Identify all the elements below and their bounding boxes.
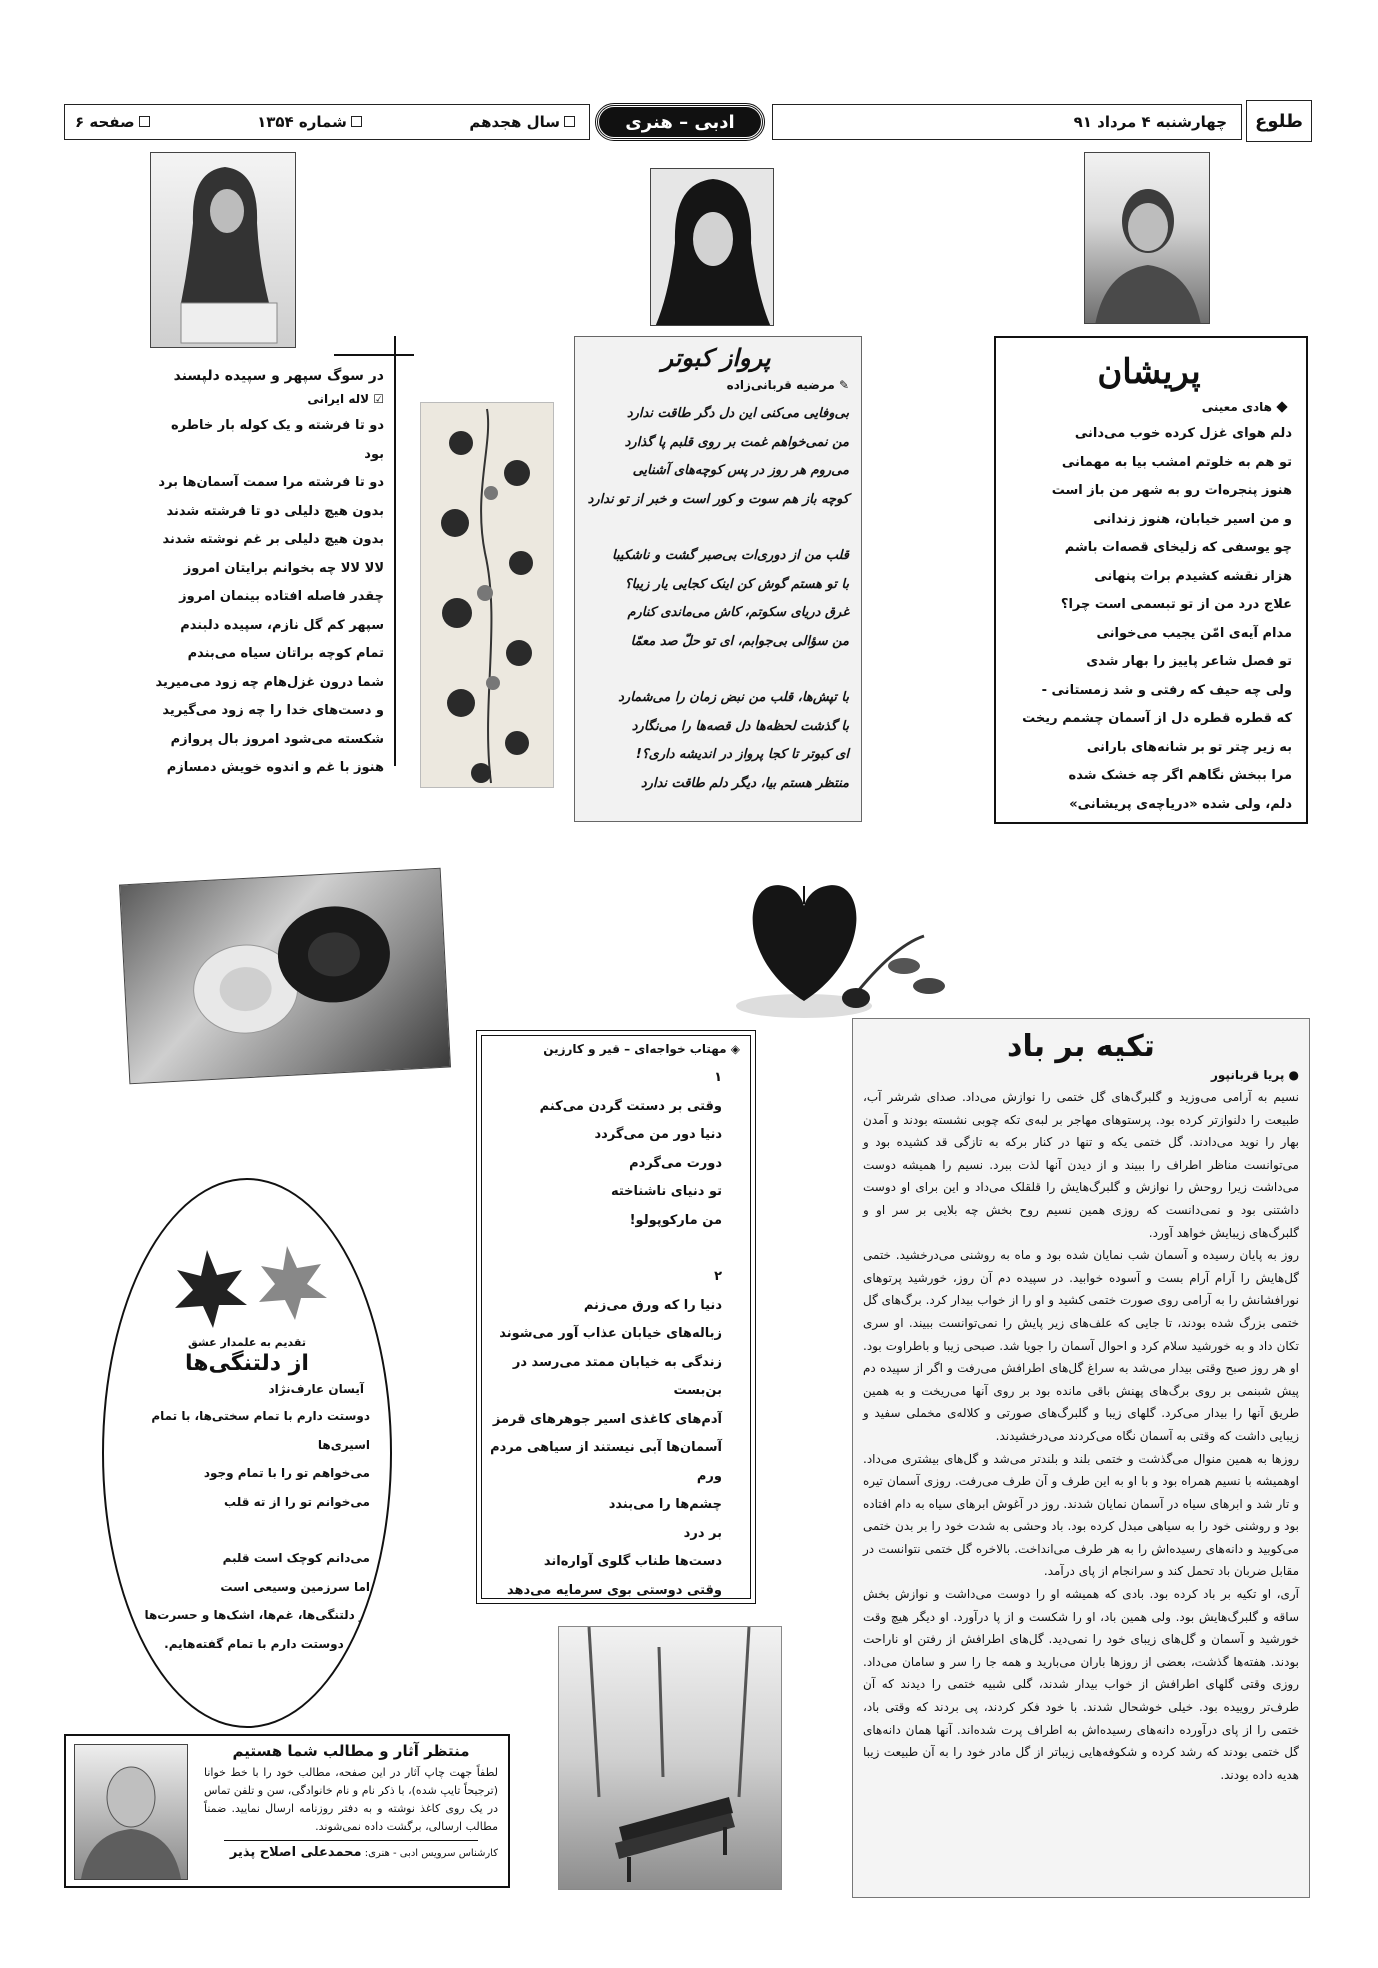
- poem-lines: [150, 412, 384, 783]
- poem-line: می‌دانم کوچک است قلبم: [222, 1551, 370, 1565]
- roses-photo: [119, 868, 451, 1085]
- poem-line: بر درد: [683, 1525, 722, 1541]
- poem-lines: [490, 1064, 740, 1605]
- poem-line: زندگی به خیابان ممتد می‌رسد در بن‌بست: [512, 1354, 722, 1398]
- poem-lines: [124, 1402, 370, 1658]
- poem-line: دو تا فرشته و یک کوله بار خاطره بود: [170, 418, 384, 462]
- pen-icon: ✎: [834, 378, 849, 392]
- author-photo-laleh: [150, 152, 296, 348]
- poem-author: هادی معینی: [1006, 400, 1292, 414]
- poem-author: ☑ لاله ایرانی: [307, 392, 384, 406]
- person-silhouette-icon: [75, 1745, 187, 1879]
- story-box-takyeh: [852, 1018, 1310, 1898]
- header-info-bar: [64, 104, 590, 140]
- poem-line: من مارکوپولو!: [629, 1212, 722, 1228]
- issue-label: شماره ۱۳۵۴: [257, 113, 366, 131]
- notice-title: منتظر آثار و مطالب شما هستیم: [232, 1742, 470, 1760]
- poem-line: مدام آیه‌ی امّن یجیب می‌خوانی: [1096, 625, 1292, 641]
- poem-line: که قطره قطره دل از آسمان چشمم ریخت: [1022, 711, 1292, 726]
- poem-line: دنیا را که ورق می‌زنم: [583, 1297, 722, 1313]
- poem-line: بدون هیچ دلیلی بر غم نوشته شدند: [162, 532, 384, 547]
- header-date-bar: [772, 104, 1242, 140]
- person-silhouette-icon: [151, 153, 296, 348]
- poem-line: دنیا دور من می‌گردد: [594, 1127, 722, 1142]
- poem-line: کوچه باز هم سوت و کور است و خبر از تو ندارد: [587, 491, 849, 507]
- story-paragraph: آری، او تکیه بر باد کرده بود. بادی که همیشه او را دوست می‌داشت و نوازش بخش ساقه و گلبرگ‌هایش بود. ولی همین باد، او را شکست و از پا درآورد. او دیگر هیچ وقت خورشید و آسمان و گل‌های زیبای خود را نمی‌دید. گل‌های اطرافش از رفتن او ناراحت بودند. هفته‌ها گذشت، بعضی از روزها باران می‌بارید و همه جا را سر و سامان می‌داد. روزی وقتی گلهای اطرافش از خواب بیدار شدند، گلی شبیه ختمی را دیدند که آن طرف‌تر روییده بود. خیلی خوشحال شدند. با خود فکر کردند، پی بردند که وقتی باد، ختمی را از پای درآورده دانه‌های رسیده‌اش به اطراف پرت شده‌اند. آنها همان دانه‌های گل ختمی بودند که رشد کرده و شکوفه‌هایی زیباتر از گل مادر خود را به آن طبیعت زیبا هدیه داده بودند.: [863, 1587, 1299, 1782]
- editor-photo: [74, 1744, 188, 1880]
- submission-notice: [64, 1734, 510, 1888]
- dedication: تقدیم به علمدار عشق: [188, 1336, 306, 1349]
- poem-line: دوستت دارم با تمام سختی‌ها، با تمام اسیری‌ها: [151, 1409, 370, 1452]
- divider-line: [224, 1840, 478, 1841]
- part-number: ۲: [714, 1269, 722, 1284]
- part-number: ۱: [714, 1070, 722, 1085]
- header-date: چهارشنبه ۴ مرداد ۹۱: [1073, 113, 1227, 131]
- poem-line: ولی چه حیف که رفتی و شد زمستانی -: [1041, 682, 1292, 698]
- candle-photo: [724, 826, 952, 1026]
- story-author: ● پریا قربانپور: [1211, 1068, 1299, 1082]
- poem-line: آری دوستت دارم با تمام گفته‌هایم.: [164, 1636, 370, 1651]
- poem-line: ورم: [696, 1468, 722, 1484]
- bench-icon: [559, 1627, 782, 1890]
- column-divider: [334, 354, 414, 356]
- poem-oval-deltangi: [102, 1178, 392, 1728]
- poem-line: [124, 1516, 370, 1544]
- poem-line: ای کبوتر تا کجا پرواز در اندیشه داری؟!: [635, 747, 849, 762]
- section-badge: [596, 104, 764, 140]
- poem-title: از دلتنگی‌ها: [185, 1351, 309, 1376]
- poem-lines: [1006, 420, 1292, 819]
- poem-line: چشم‌ها را می‌بندد: [608, 1497, 722, 1512]
- poem-line: شما درون غزل‌هام چه زود می‌میرید: [155, 674, 384, 690]
- poem-line: آسمان‌ها آبی نیستند از سیاهی مردم: [490, 1440, 722, 1455]
- park-bench-photo: [558, 1626, 782, 1890]
- poem-line: دلم هوای غزل کرده خوب می‌دانی: [1074, 426, 1292, 441]
- diamond-icon: ◈: [726, 1042, 740, 1056]
- poem-line: لالا لالا چه بخوانم برایتان امروز: [183, 560, 384, 576]
- page-number-label: صفحه ۶: [75, 113, 154, 131]
- poem-line: تمام کوچه براتان سیاه می‌بندم: [187, 646, 384, 661]
- poem-author: ✎ مرضیه قربانی‌زاده: [726, 378, 849, 392]
- year-label: سال هجدهم: [469, 113, 579, 131]
- poem-box-parishan: [994, 336, 1308, 824]
- person-silhouette-icon: [1085, 153, 1210, 324]
- poem-line: علاج درد من از تو تبسمی است چرا؟: [1060, 597, 1292, 612]
- author-photo-hadi: [1084, 152, 1210, 324]
- diamond-bullet-icon: [1276, 401, 1287, 412]
- section-title: ادبی – هنری: [625, 111, 735, 133]
- column-divider: [394, 336, 396, 766]
- poem-line: تو دنیای ناشناخته: [610, 1184, 722, 1199]
- poem-line: با تپش‌ها، قلب من نبض زمان را می‌شمارد: [618, 690, 849, 705]
- story-paragraph: روزها به همین منوال می‌گذشت و ختمی بلند و بلندتر می‌شد و گل‌های بیشتری می‌داد. اوهمیشه با نسیم همراه بود و با او به این طرف و آن طرف می‌رفت. روزی آسمان تیره و تار شد و ابرهای سیاه در آسمان نمایان شدند. روز در آغوش ابرهای سیاه به دام افتاده بود و روشنی خود را به سیاهی مبدل کرده بود. باد وحشی به شدت خود را بر بدن ختمی می‌کوبید و دانه‌های رسیده‌اش را به هر طرف می‌انداخت. بالاخره گل ختمی نتوانست در مقابل ضربان باد تحمل کند و سرانجام از پای درآمد.: [863, 1451, 1299, 1579]
- poem-line: با تو هستم گوش کن اینک کجایی یار زیبا؟: [624, 576, 849, 592]
- poem-box-mahtab: [476, 1030, 756, 1604]
- poem-line: به زیر چتر تو بر شانه‌های بارانی: [1086, 739, 1292, 755]
- poem-line: از دلتنگی‌ها، غم‌ها، اشک‌ها و حسرت‌ها: [144, 1608, 370, 1622]
- poem-line: آدم‌های کاغذی اسیر جوهرهای قرمز: [492, 1411, 722, 1427]
- poem-line: من سؤالی بی‌جوابم، ای تو حلّ صد معمّا: [630, 633, 849, 649]
- person-silhouette-icon: [651, 169, 774, 326]
- poem-line: می‌خواهم تو را با تمام وجود: [203, 1466, 370, 1480]
- poem-line: وقتی بر دستت گردن می‌کنم: [539, 1098, 722, 1114]
- maple-leaves-icon: [147, 1240, 347, 1330]
- masthead-logo: [1246, 100, 1312, 142]
- notice-signature: کارشناس سرویس ادبی - هنری: محمدعلی اصلاح پذیر: [229, 1845, 498, 1860]
- story-title: تکیه بر باد: [1007, 1029, 1155, 1064]
- author-photo-marzieh: [650, 168, 774, 326]
- poem-line: می‌روم هر روز در پس کوچه‌های آشنایی: [632, 463, 849, 478]
- poem-title: پرواز کبوتر: [661, 343, 771, 372]
- poem-title: در سوگ سپهر و سپیده دلپسند: [173, 368, 384, 384]
- poem-line: قلب من از دوری‌ات بی‌صبر گشت و ناشکیبا: [612, 548, 849, 563]
- poem-line: من نمی‌خواهم غمت بر روی قلبم پا گذارد: [624, 434, 849, 450]
- story-text: [863, 1086, 1299, 1786]
- square-icon: [139, 116, 150, 127]
- logo-text: طلوع: [1255, 110, 1303, 132]
- poem-author: آیسان عارف‌نژاد: [268, 1382, 364, 1396]
- poem-title: پریشان: [1097, 352, 1201, 392]
- poem-line: غرق دریای سکوتم، کاش می‌ماندی کنارم: [627, 605, 849, 620]
- heart-candle-icon: [724, 826, 952, 1026]
- poem-line: وقتی دوستی بوی سرمایه می‌دهد: [506, 1582, 722, 1598]
- poem-box-kabootar: [574, 336, 862, 822]
- rose-icon: [120, 869, 451, 1085]
- poem-box-sogh: [150, 362, 390, 775]
- poem-line: دست‌ها طناب گلوی آواره‌اند: [543, 1554, 722, 1569]
- poem-line: اما سرزمین وسیعی است: [220, 1579, 370, 1594]
- dot-bullet-icon: ●: [1284, 1068, 1299, 1082]
- poem-line: مرا ببخش نگاهم اگر چه خشک شده: [1068, 768, 1292, 783]
- poem-line: سپهر کم گل نازم، سپیده دلبندم: [180, 617, 384, 633]
- poem-line: با گذشت لحظه‌ها دل قصه‌ها را می‌نگارد: [631, 718, 849, 734]
- flower-vine-icon: [421, 403, 555, 789]
- poem-line: بی‌وفایی می‌کنی این دل دگر طاقت ندارد: [626, 406, 849, 421]
- poem-line: شکسته می‌شود امروز بال پروازم: [170, 731, 384, 747]
- poem-line: تو فصل شاعر پاییز را بهار شدی: [1086, 654, 1292, 669]
- poem-line: زباله‌های خیابان عذاب آور می‌شوند: [499, 1326, 722, 1341]
- poem-line: می‌خوانم تو را از ته قلب: [224, 1494, 370, 1509]
- poem-line: چو یوسفی که زلیخای قصه‌ات باشم: [1064, 540, 1292, 555]
- floral-illustration: [420, 402, 554, 788]
- square-icon: [564, 116, 575, 127]
- poem-line: دلم، ولی شده «دریاچه‌ی پریشانی»: [1069, 796, 1292, 812]
- poem-line: هزار نقشه کشیدم برات پنهانی: [1094, 568, 1292, 584]
- poem-line: و من اسیر خیابان، هنوز زندانی: [1093, 511, 1292, 527]
- notice-body: لطفاً جهت چاپ آثار در این صفحه، مطالب خود را با خط خوانا (ترجیحاً تایپ شده)، با ذکر نام و نام خانوادگی، سن و تلفن تماس در یک روی کاغذ نوشته و به دفتر روزنامه ارسال نمایید. ضمناً مطالب ارسالی، برگشت داده نمی‌شوند.: [204, 1766, 498, 1833]
- poem-lines: [583, 400, 849, 798]
- poem-line: دو تا فرشته مرا سمت آسمان‌ها برد: [158, 475, 384, 490]
- poem-line: دورت می‌گردم: [629, 1155, 722, 1171]
- checkbox-icon: ☑: [369, 392, 384, 406]
- poem-line: بدون هیچ دلیلی دو تا فرشته شدند: [166, 503, 384, 519]
- story-paragraph: روز به پایان رسیده و آسمان شب نمایان شده بود و ماه به روشنی می‌درخشید. ختمی گل‌هایش را آرام آرام بست و آسوده خوابید. در سپیده دم آن روز، خورشید پرتوهای نورافشانش را به آرامی روی صورت ختمی کشید و او را از خواب بیدار کرد. برگ‌های گل ختمی بزرگ شده بودند، تا جایی که علف‌های زیر پایش را نمی‌توانست ببیند. او سری تکان داد و به خورشید سلام کرد و احوال آسمان را جویا شد. صبحی زیبا و باطراوت بود. او هر روز صبح وقتی بیدار می‌شد به سراغ گل‌های اطرافش می‌رفت و اگر از سپیده دم پیش شبنمی بر روی برگ‌های پهنش باقی مانده بود بر روی آنها می‌ریخت و به همین طریق آنها را بیدار می‌کرد. گلهای زیبا و گلبرگ‌های صورتی و کلاله‌ی مخملی سفید و زیبایی داشت که وقتی به آسمان نگاه می‌کردند می‌درخشیدند.: [863, 1248, 1299, 1443]
- poem-line: هنوز با غم و اندوه خویش دمسازم: [166, 760, 384, 775]
- poem-line: هنوز پنجره‌ات رو به شهر من باز است: [1051, 483, 1292, 498]
- story-paragraph: نسیم به آرامی می‌وزید و گلبرگ‌های گل ختمی را نوازش می‌داد. صدای شرشر آب، طبیعت را دلنوازتر کرده بود. پرستوهای مهاجر بر لبه‌ی تکه چوبی نشسته بودند و آمدن بهار را نوید می‌دادند. گل ختمی یکه و تنها در کنار برکه به تازگی قد کشیده بود و می‌توانست مناظر اطراف را ببیند و از دیدن آنها لذت ببرد. نسیم را همیشه دوست می‌داشت زیرا روحش را نوازش و گلبرگ‌هایش را قلقلک می‌داد و این برای او دوست داشتنی بود و نمی‌دانست که روزی همین نسیم روح بخش چه بلایی بر سر او و گلبرگ‌های زیبایش خواهد آورد.: [863, 1090, 1299, 1240]
- poem-author: ◈ مهتاب خواجه‌ای – قیر و کارزین: [543, 1042, 740, 1056]
- poem-line: و دست‌های خدا را چه زود می‌گیرید: [162, 703, 384, 718]
- poem-line: تو هم به خلوتم امشب بیا به مهمانی: [1061, 454, 1292, 470]
- square-icon: [351, 116, 362, 127]
- poem-line: منتظر هستم بیا، دیگر دلم طاقت ندارد: [640, 775, 849, 791]
- poem-line: چقدر فاصله افتاده بینمان امروز: [179, 589, 384, 604]
